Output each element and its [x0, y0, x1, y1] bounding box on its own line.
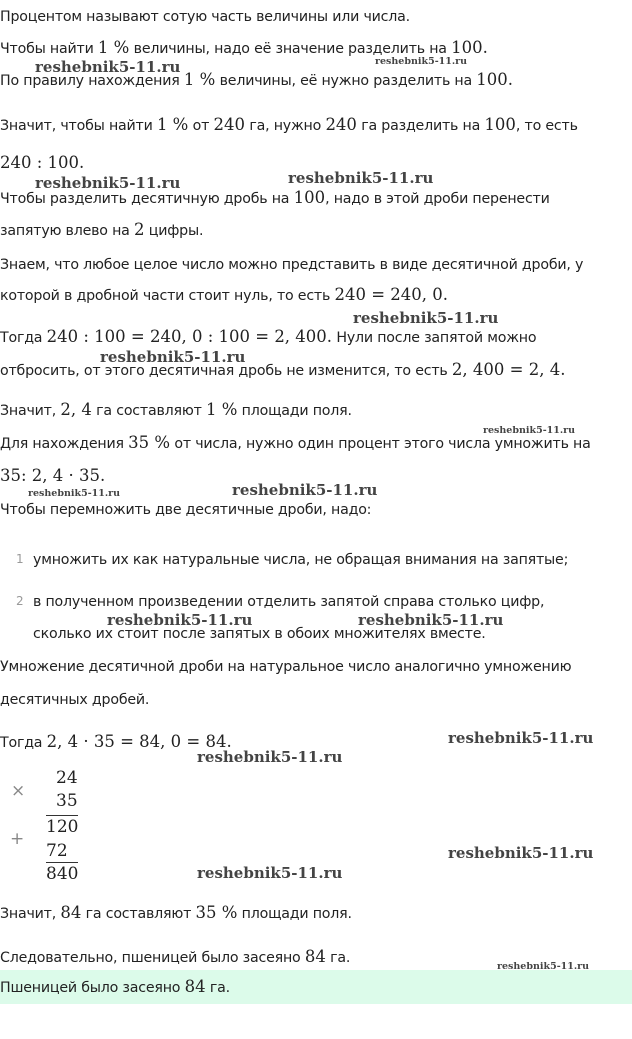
text-segment: Чтобы разделить десятичную дробь на — [0, 191, 294, 207]
times-sign: × — [11, 781, 26, 801]
math-expression: 240 : 100. — [0, 153, 85, 172]
text-segment: которой в дробной части стоит нуль, то есть — [0, 288, 335, 304]
product: 840 — [46, 864, 79, 884]
text-line — [0, 285, 448, 306]
text-segment: Тогда — [0, 735, 47, 751]
watermark: reshebnik5-11.ru — [448, 729, 594, 747]
watermark: reshebnik5-11.ru — [100, 348, 246, 366]
text-line — [0, 327, 536, 348]
partial-product-2: 72 — [46, 841, 68, 861]
text-segment: величины, надо её значение разделить на — [129, 41, 452, 57]
text-line — [0, 360, 565, 381]
math-expression: 2 — [133, 220, 145, 239]
text-segment: величины, её нужно разделить на — [215, 73, 477, 89]
list-number: 1 — [16, 552, 24, 566]
math-expression: 84 — [60, 903, 82, 922]
text-line — [0, 500, 371, 520]
text-segment: запятую влево на — [0, 223, 134, 239]
text-segment: от числа, нужно один процент этого числа умножить на — [170, 436, 591, 452]
text-segment: от — [188, 118, 214, 134]
watermark: reshebnik5-11.ru — [448, 844, 594, 862]
text-segment: Для нахождения — [0, 436, 129, 452]
math-expression: 1 % — [205, 400, 238, 419]
watermark: reshebnik5-11.ru — [197, 864, 343, 882]
multiplier: 35 — [56, 791, 78, 811]
multiplicand: 24 — [56, 768, 78, 788]
math-expression: 35 % — [128, 433, 171, 452]
text-segment: га составляют — [91, 403, 206, 419]
math-expression: 100. — [451, 38, 488, 57]
text-line — [0, 903, 352, 924]
text-segment: Нули после запятой можно — [332, 330, 537, 346]
text-segment: Значит, — [0, 403, 61, 419]
list-item-continued: сколько их стоит после запятых в обоих множителях вместе. — [33, 626, 486, 642]
text-segment: площади поля. — [237, 906, 352, 922]
partial-product-1: 120 — [46, 817, 79, 837]
text-segment: площади поля. — [237, 403, 352, 419]
math-expression: 100. — [476, 70, 514, 89]
text-segment: Значит, — [0, 906, 61, 922]
math-expression: 100 — [484, 115, 516, 134]
math-expression: 2, 400 = 2, 4. — [451, 360, 566, 379]
text-line — [0, 220, 203, 241]
list-item: в полученном произведении отделить запятой справа столько цифр, — [33, 594, 545, 610]
text-segment: га, нужно — [245, 118, 326, 134]
text-segment: По правилу нахождения — [0, 73, 184, 89]
watermark: reshebnik5-11.ru — [358, 611, 504, 629]
text-segment: Тогда — [0, 330, 47, 346]
watermark: reshebnik5-11.ru — [375, 56, 468, 67]
math-expression: 240 : 100 = 240, 0 : 100 = 2, 400. — [46, 327, 333, 346]
math-expression: 240 = 240, 0. — [334, 285, 449, 304]
math-expression: 100 — [293, 188, 326, 207]
watermark: reshebnik5-11.ru — [197, 748, 343, 766]
text-line — [0, 690, 149, 710]
watermark: reshebnik5-11.ru — [288, 169, 434, 187]
text-line — [0, 7, 410, 27]
text-line — [0, 466, 105, 487]
text-line — [0, 255, 583, 275]
text-line — [0, 947, 350, 968]
text-segment: Следовательно, пшеницей было засеяно — [0, 950, 305, 966]
watermark: reshebnik5-11.ru — [497, 961, 590, 972]
text-segment: цифры. — [144, 223, 204, 239]
text-line — [0, 115, 578, 136]
math-expression: 2, 4 — [60, 400, 92, 419]
watermark: reshebnik5-11.ru — [28, 488, 121, 499]
text-segment: га. — [325, 950, 351, 966]
watermark: reshebnik5-11.ru — [483, 425, 576, 436]
text-line — [0, 433, 591, 454]
text-segment: Чтобы перемножить две десятичные дроби, надо: — [0, 502, 372, 518]
math-expression: 1 % — [156, 115, 189, 134]
list-item: умножить их как натуральные числа, не обращая внимания на запятые; — [33, 552, 569, 568]
text-segment: Умножение десятичной дроби на натуральное число аналогично умножению — [0, 659, 572, 675]
text-segment: Значит, чтобы найти — [0, 118, 157, 134]
text-segment: Знаем, что любое целое число можно представить в виде десятичной дроби, у — [0, 257, 584, 273]
text-segment: , надо в этой дроби перенести — [325, 191, 550, 207]
watermark: reshebnik5-11.ru — [353, 309, 499, 327]
math-expression: 1 % — [183, 70, 216, 89]
text-line — [0, 657, 571, 677]
text-segment: Пшеницей было засеяно — [0, 980, 185, 996]
text-segment: га составляют — [81, 906, 196, 922]
watermark: reshebnik5-11.ru — [232, 481, 378, 499]
watermark: reshebnik5-11.ru — [35, 174, 181, 192]
math-expression: 35 % — [195, 903, 238, 922]
math-expression: 240 — [213, 115, 246, 134]
math-expression: 84 — [304, 947, 326, 966]
text-segment: Чтобы найти — [0, 41, 98, 57]
text-line — [0, 153, 84, 174]
watermark: reshebnik5-11.ru — [35, 58, 181, 76]
text-segment: отбросить, от этого десятичная дробь не изменится, то есть — [0, 363, 452, 379]
plus-sign: + — [10, 829, 25, 849]
math-expression: 35: 2, 4 · 35. — [0, 466, 106, 485]
answer-text — [0, 977, 230, 998]
math-expression: 240 — [325, 115, 357, 134]
text-segment: га. — [205, 980, 230, 996]
watermark: reshebnik5-11.ru — [107, 611, 253, 629]
answer-box — [0, 970, 632, 1004]
text-segment: , то есть — [515, 118, 578, 134]
text-segment: десятичных дробей. — [0, 692, 150, 708]
math-expression: 1 % — [97, 38, 130, 57]
text-segment: га разделить на — [356, 118, 485, 134]
list-number: 2 — [16, 594, 24, 608]
text-segment: Процентом называют сотую часть величины или числа. — [0, 9, 410, 25]
math-expression: 2, 4 · 35 = 84, 0 = 84. — [46, 732, 232, 751]
math-expression: 84 — [184, 977, 206, 996]
text-line — [0, 400, 352, 421]
